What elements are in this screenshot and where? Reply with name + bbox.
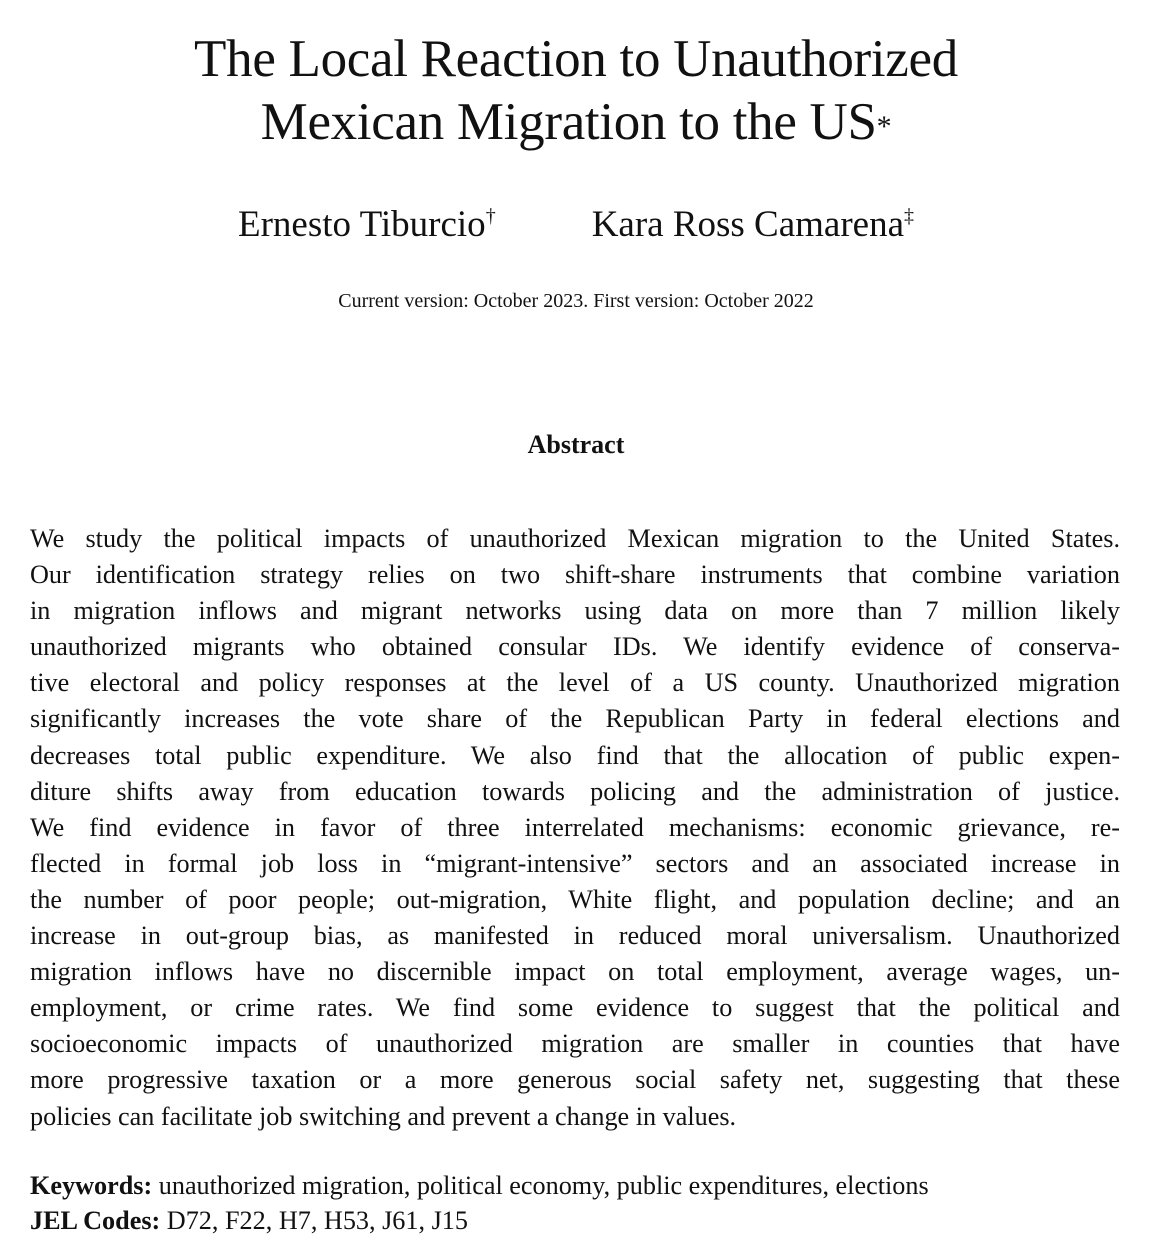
- title-line-1: The Local Reaction to Unauthorized: [194, 30, 958, 88]
- abstract-line: in migration inflows and migrant networks using data on more than 7 million likely: [30, 596, 1120, 626]
- abstract-line: policies can facilitate job switching and prevent a change in values.: [30, 1101, 737, 1131]
- jel-value: D72, F22, H7, H53, J61, J15: [166, 1206, 468, 1235]
- author-footnote-mark[interactable]: †: [485, 205, 496, 227]
- keywords-label: Keywords:: [30, 1171, 153, 1200]
- keywords: [30, 1171, 1120, 1201]
- jel-codes: [30, 1206, 1120, 1236]
- abstract-body: [30, 521, 1120, 1135]
- abstract-line: increase in out-group bias, as manifested in reduced moral universalism. Unauthorized: [30, 921, 1120, 951]
- abstract-line: We find evidence in favor of three interrelated mechanisms: economic grievance, re-: [30, 812, 1120, 842]
- title-footnote-mark[interactable]: *: [876, 110, 892, 143]
- abstract-line: tive electoral and policy responses at the level of a US county. Unauthorized migration: [30, 668, 1120, 698]
- abstract-line: flected in formal job loss in “migrant-intensive” sectors and an associated increase in: [30, 848, 1120, 878]
- abstract-line: more progressive taxation or a more generous social safety net, suggesting that these: [30, 1065, 1120, 1095]
- keywords-value: unauthorized migration, political economy, public expenditures, elections: [158, 1171, 929, 1200]
- author: [238, 203, 496, 246]
- abstract-line: unauthorized migrants who obtained consular IDs. We identify evidence of conserva-: [30, 632, 1120, 662]
- abstract-line: decreases total public expenditure. We also find that the allocation of public expen-: [30, 740, 1120, 770]
- version-note: Current version: October 2023. First version: October 2022: [338, 290, 814, 312]
- abstract-line: diture shifts away from education towards policing and the administration of justice.: [30, 776, 1120, 806]
- abstract-line: employment, or crime rates. We find some evidence to suggest that the political and: [30, 993, 1120, 1023]
- abstract-line: significantly increases the vote share of the Republican Party in federal elections and: [30, 704, 1120, 734]
- author-footnote-mark[interactable]: ‡: [904, 205, 915, 227]
- abstract-line: the number of poor people; out-migration, White flight, and population decline; and an: [30, 884, 1120, 914]
- author: [592, 203, 914, 246]
- abstract-line: migration inflows have no discernible impact on total employment, average wages, un-: [30, 957, 1120, 987]
- author-list: [0, 203, 1152, 246]
- abstract-line: Our identification strategy relies on two shift-share instruments that combine variation: [30, 560, 1120, 590]
- author-name: Ernesto Tiburcio: [237, 204, 486, 245]
- author-name: Kara Ross Camarena: [591, 204, 905, 245]
- jel-label: JEL Codes:: [30, 1206, 161, 1235]
- abstract-heading: Abstract: [527, 430, 625, 459]
- title-line-2: Mexican Migration to the US: [260, 93, 877, 151]
- abstract-line: socioeconomic impacts of unauthorized migration are smaller in counties that have: [30, 1029, 1120, 1059]
- abstract-line: We study the political impacts of unauthorized Mexican migration to the United States.: [30, 524, 1120, 553]
- paper-title: [0, 28, 1152, 154]
